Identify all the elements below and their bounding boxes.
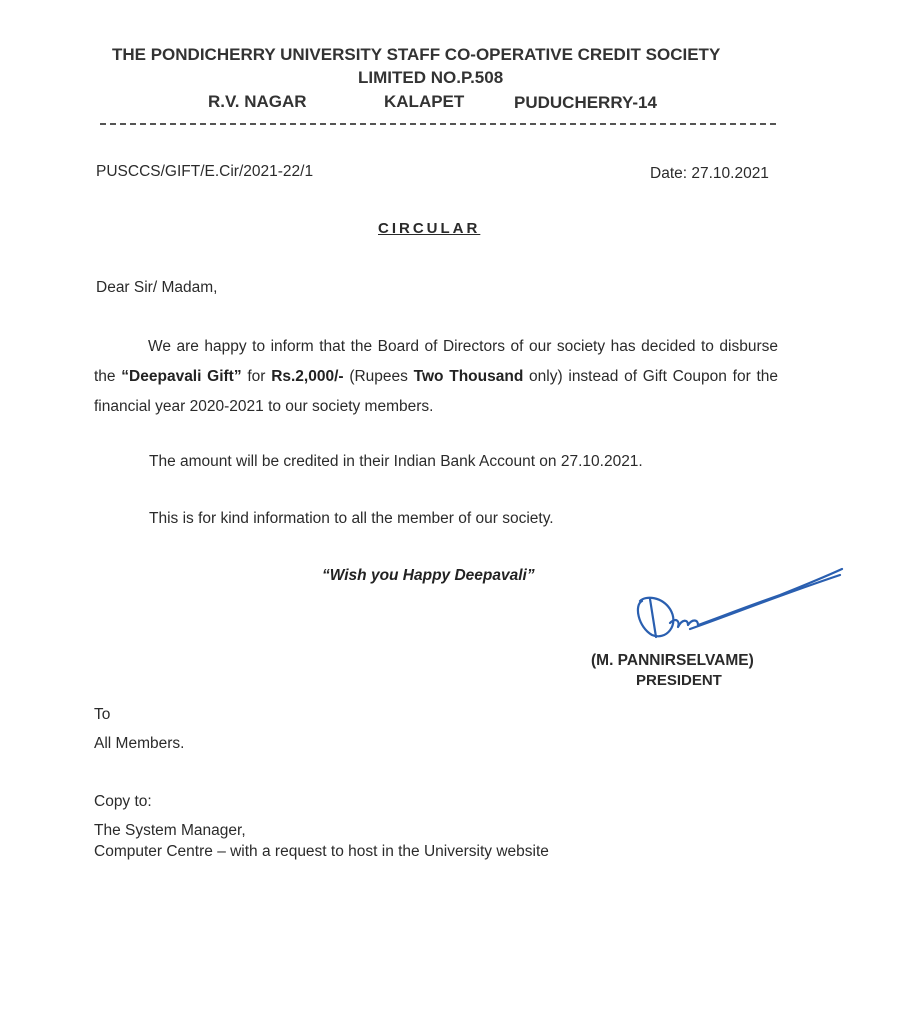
paragraph-credit: The amount will be credited in their Indian Bank Account on 27.10.2021. [149, 453, 643, 470]
paragraph-main-part1: We are happy to inform that the Board of Directors of our society has decided to disburse the [94, 338, 778, 385]
letterhead-title: THE PONDICHERRY UNIVERSITY STAFF CO-OPERATIVE CREDIT SOCIETY [112, 45, 721, 64]
paragraph-main [94, 332, 778, 422]
copy-to-label: Copy to: [94, 793, 152, 810]
letterhead-registration: LIMITED NO.P.508 [358, 68, 504, 87]
gift-amount: Rs.2,000/- [271, 368, 344, 385]
salutation: Dear Sir/ Madam, [96, 279, 218, 296]
to-label: To [94, 706, 111, 723]
reference-number: PUSCCS/GIFT/E.Cir/2021-22/1 [96, 163, 314, 180]
copy-to-line-1: The System Manager, [94, 822, 246, 839]
signatory-designation: PRESIDENT [636, 672, 722, 689]
header-divider [100, 123, 776, 125]
gift-name: “Deepavali Gift” [121, 368, 242, 385]
amount-in-words: Two Thousand [413, 368, 524, 385]
greeting: “Wish you Happy Deepavali” [322, 567, 535, 584]
circular-heading: CIRCULAR [378, 220, 481, 237]
copy-to-line-2: Computer Centre – with a request to host in the University website [94, 843, 549, 860]
letterhead-address-1: R.V. NAGAR [208, 92, 307, 111]
letterhead-address-2: KALAPET [384, 92, 465, 111]
signatory-name: (M. PANNIRSELVAME) [591, 652, 754, 669]
paragraph-main-part2: for [241, 368, 272, 385]
circular-date: Date: 27.10.2021 [650, 165, 769, 182]
letterhead-address-3: PUDUCHERRY-14 [514, 93, 657, 112]
paragraph-main-part3: (Rupees [343, 368, 414, 385]
recipients: All Members. [94, 735, 185, 752]
president-signature [620, 565, 850, 645]
paragraph-main-part4: only) instead of Gift Coupon for the financial year 2020-2021 to our society members. [94, 368, 779, 415]
paragraph-info: This is for kind information to all the member of our society. [149, 510, 554, 527]
